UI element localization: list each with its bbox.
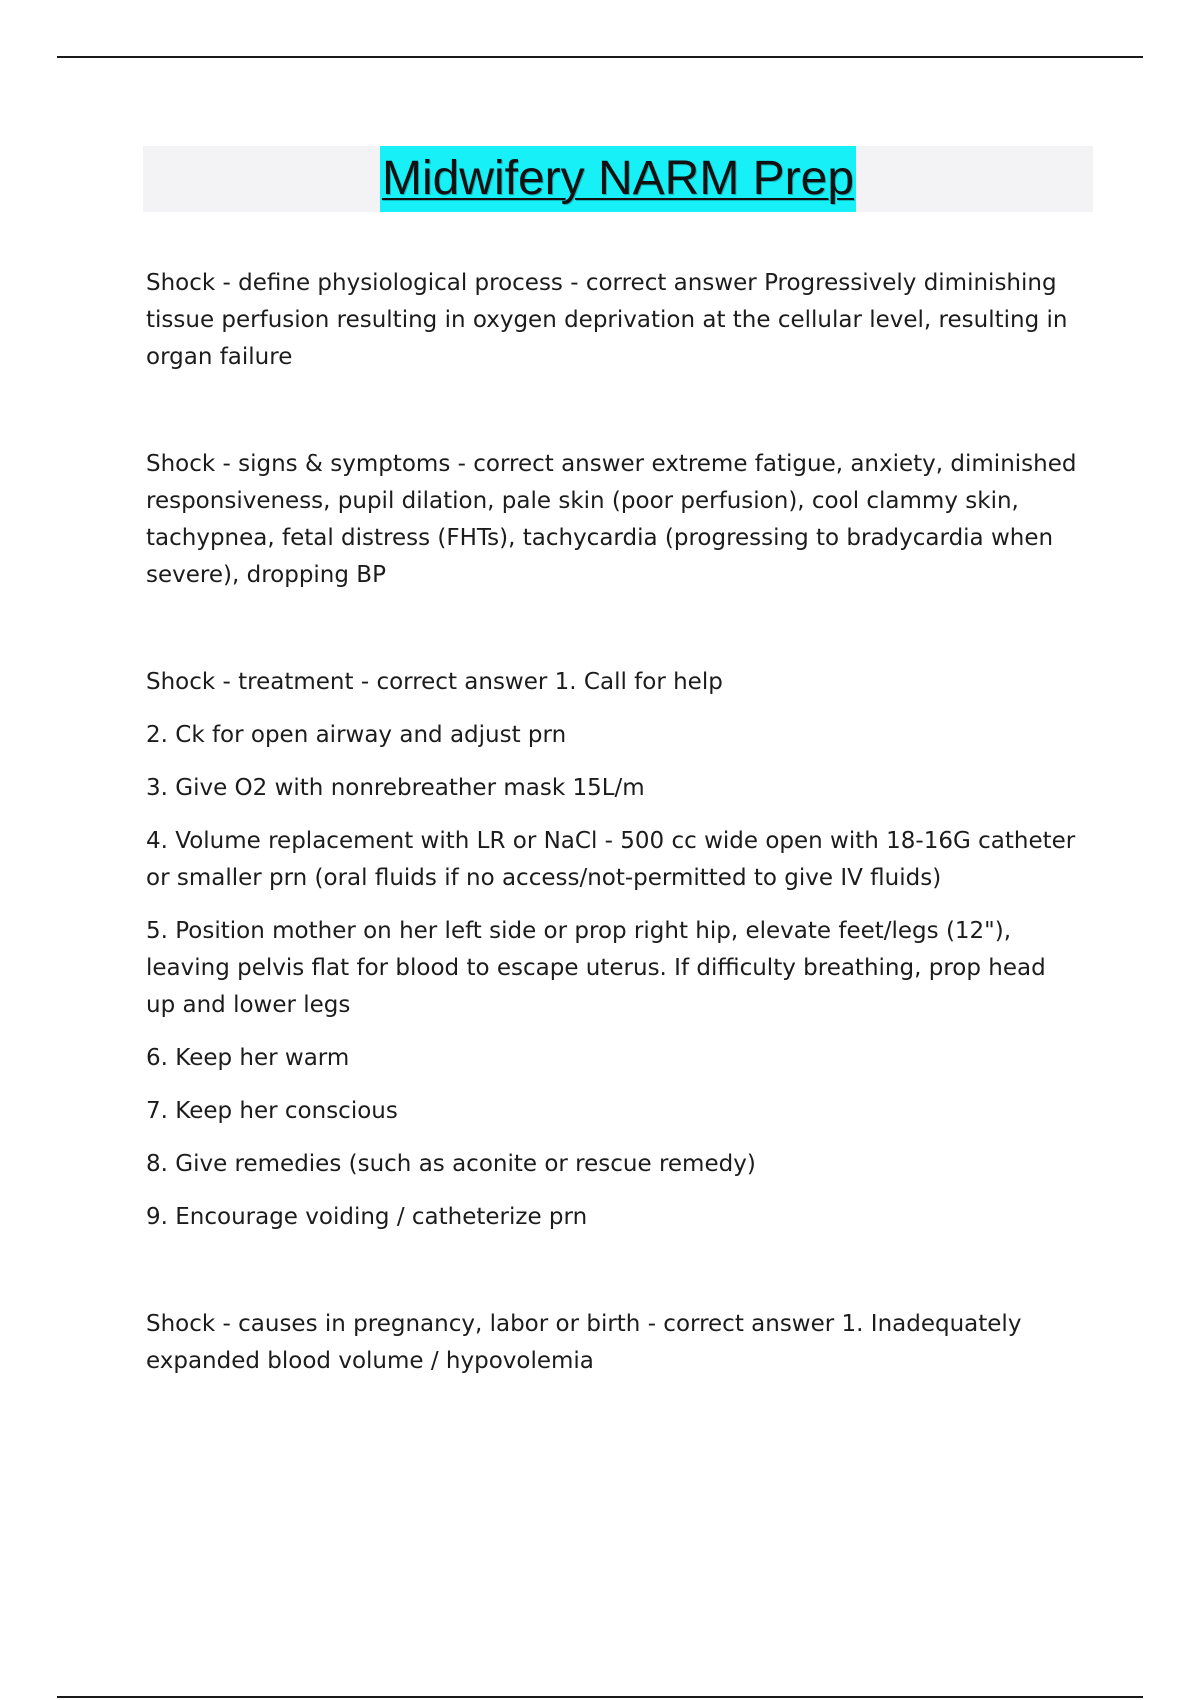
- treatment-step: 7. Keep her conscious: [146, 1098, 398, 1124]
- treatment-step: 4. Volume replacement with LR or NaCl - 500 cc wide open with 18-16G catheter or smaller prn (oral fluids if no access/not-permitted to give IV fluids): [146, 828, 1076, 891]
- top-rule: [57, 56, 1143, 58]
- treatment-step: 8. Give remedies (such as aconite or rescue remedy): [146, 1151, 756, 1177]
- treatment-step: 3. Give O2 with nonrebreather mask 15L/m: [146, 775, 645, 801]
- page-title: Midwifery NARM Prep: [380, 146, 856, 212]
- document-body: [146, 265, 1081, 1380]
- treatment-step: 2. Ck for open airway and adjust prn: [146, 722, 567, 748]
- qa-entry-treatment: [146, 664, 1081, 1236]
- qa-text: Shock - treatment - correct answer 1. Call for help: [146, 669, 723, 695]
- treatment-step: 6. Keep her warm: [146, 1045, 350, 1071]
- qa-text: Shock - causes in pregnancy, labor or birth - correct answer 1. Inadequately expanded blood volume / hypovolemia: [146, 1311, 1022, 1374]
- qa-text: Shock - define physiological process - correct answer Progressively diminishing tissue perfusion resulting in oxygen deprivation at the cellular level, resulting in organ failure: [146, 270, 1068, 370]
- qa-entry-define: [146, 265, 1081, 376]
- qa-entry-signs: [146, 446, 1081, 594]
- treatment-step: 5. Position mother on her left side or prop right hip, elevate feet/legs (12"), leaving pelvis flat for blood to escape uterus. If difficulty breathing, prop head up and lower legs: [146, 918, 1046, 1018]
- bottom-rule: [57, 1696, 1143, 1698]
- treatment-step: 9. Encourage voiding / catheterize prn: [146, 1204, 588, 1230]
- title-band: [143, 146, 1093, 212]
- qa-entry-causes: [146, 1306, 1081, 1380]
- qa-text: Shock - signs & symptoms - correct answer extreme fatigue, anxiety, diminished responsiveness, pupil dilation, pale skin (poor perfusion), cool clammy skin, tachypnea, fetal distress (FHTs), tachycardia (progressing to bradycardia when severe), dropping BP: [146, 451, 1077, 588]
